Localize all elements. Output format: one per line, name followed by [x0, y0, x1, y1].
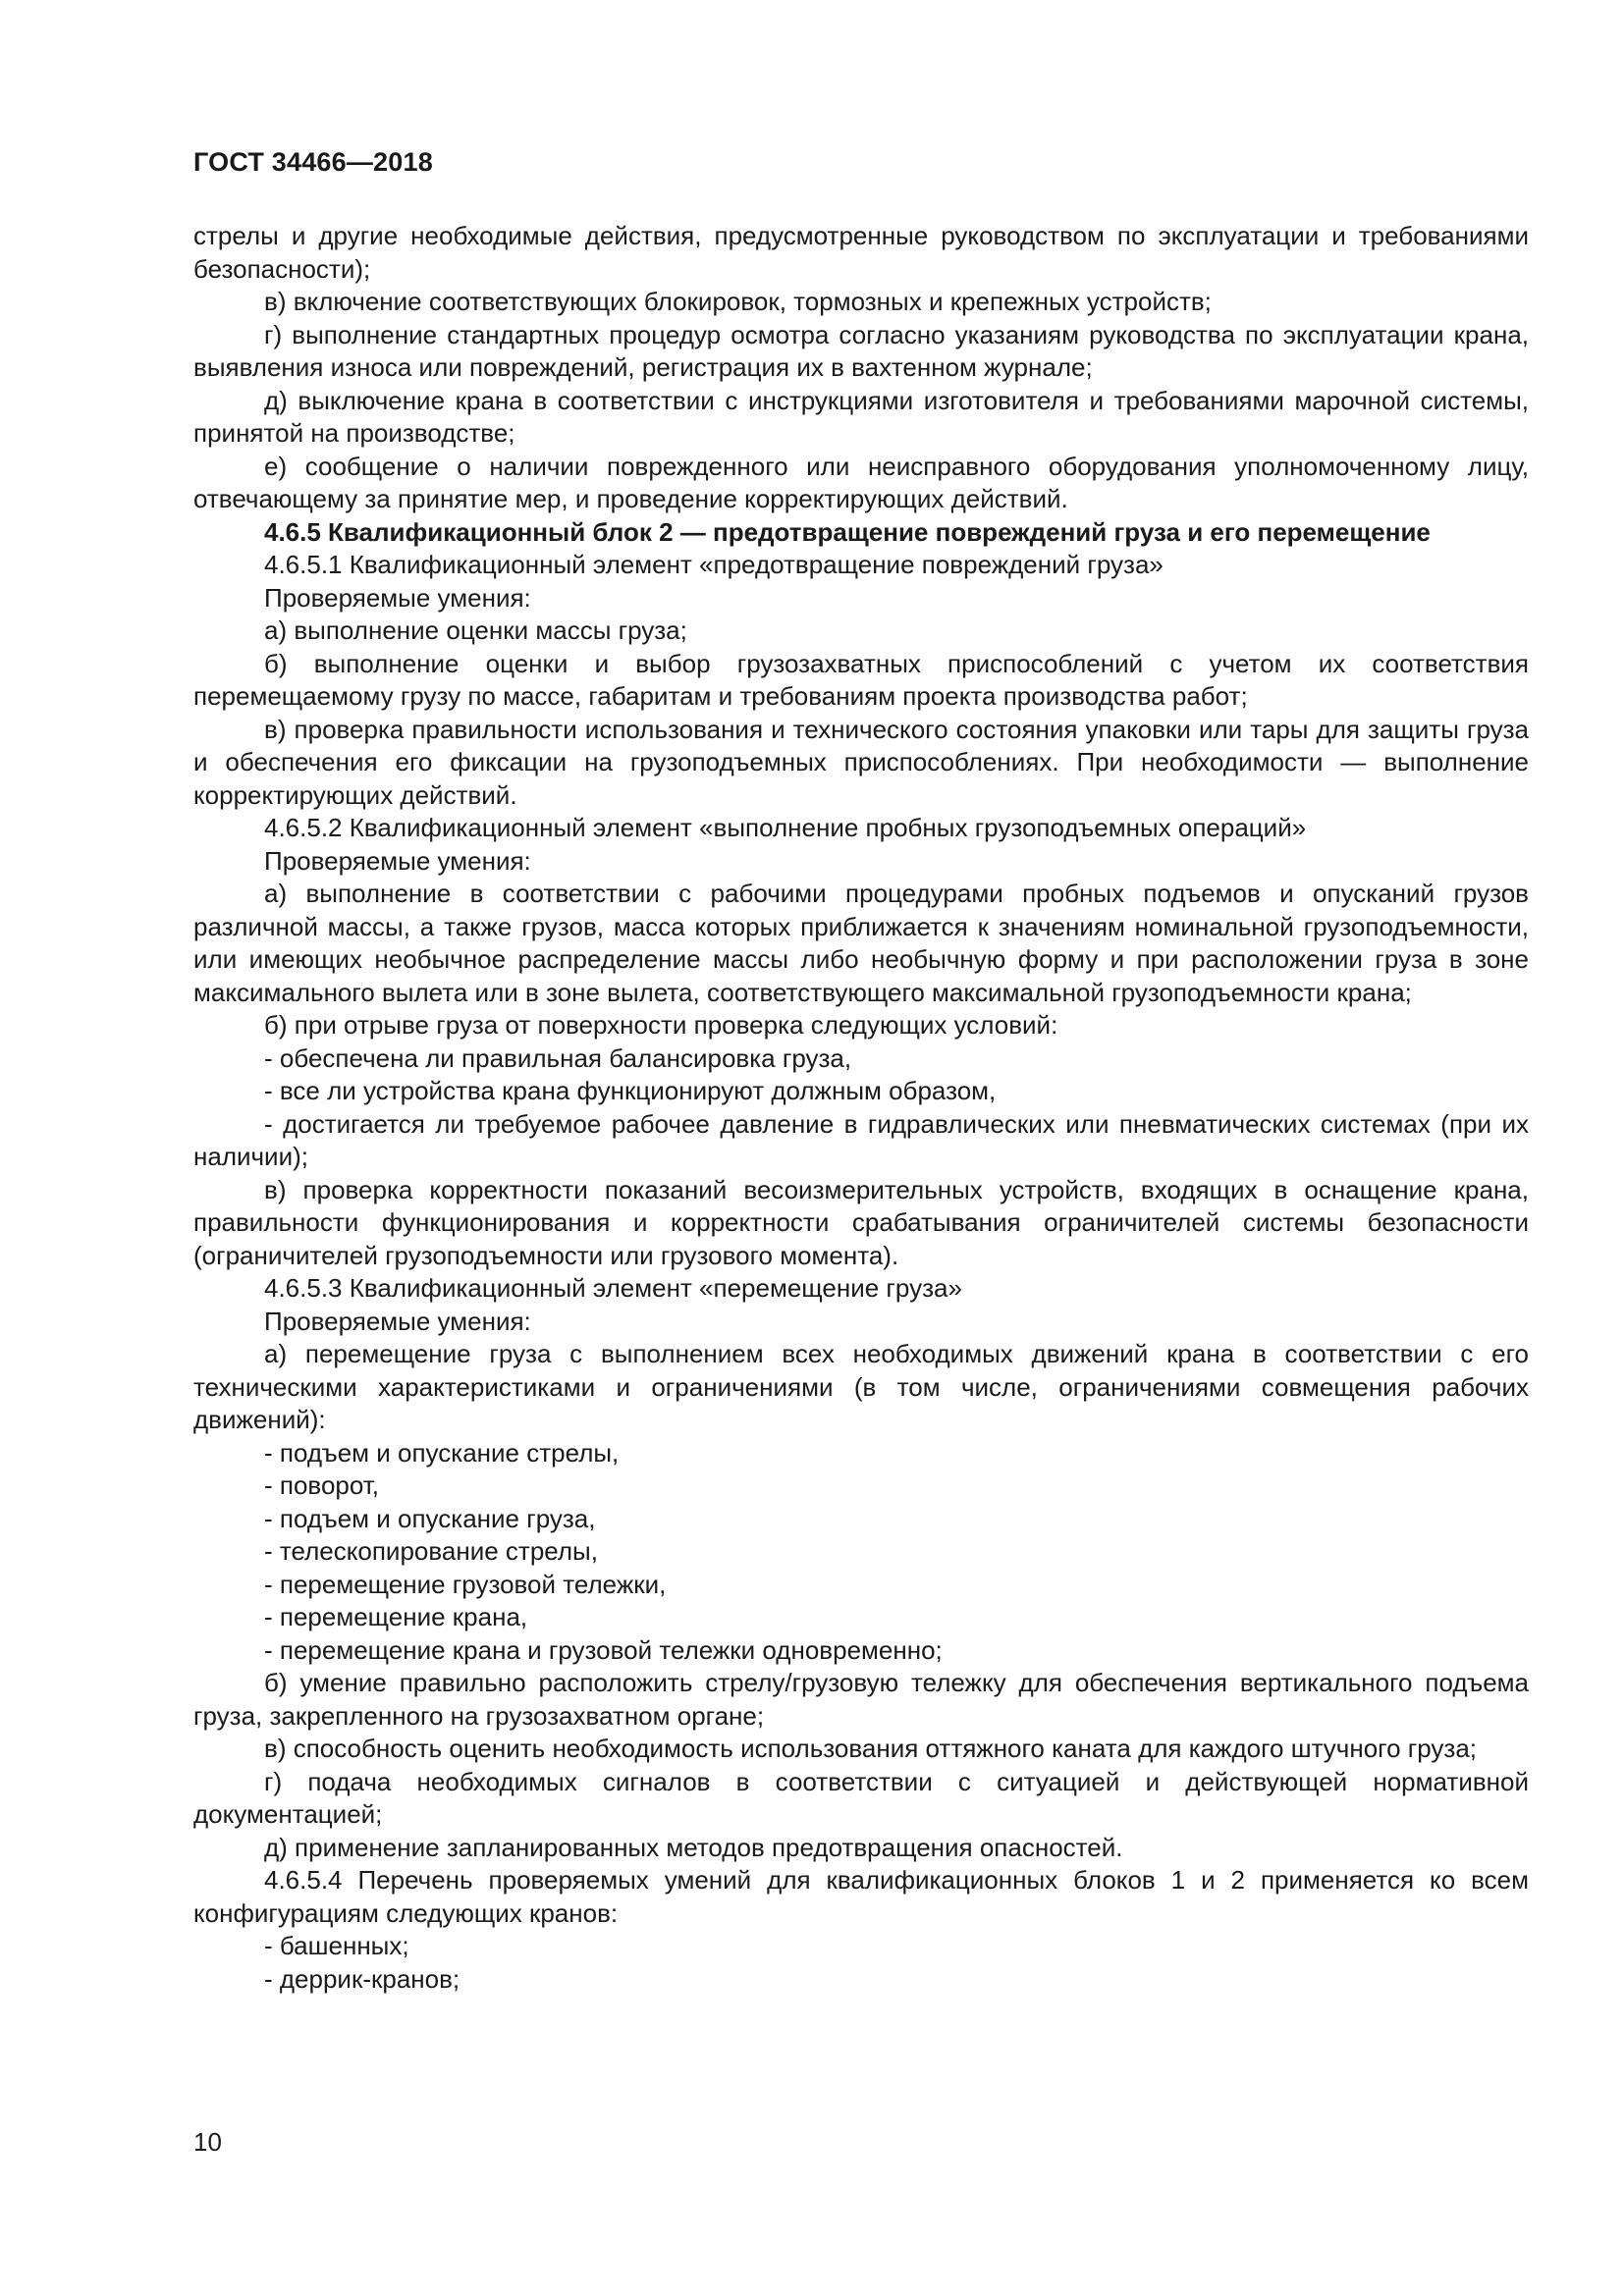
document-body	[193, 220, 1529, 1996]
dash-item: - поворот,	[264, 1470, 379, 1500]
list-item: в) включение соответствующих блокировок, тормозных и крепежных устройств;	[264, 287, 1212, 316]
dash-item: - башенных;	[264, 1931, 409, 1960]
list-item: а) перемещение груза с выполнением всех необходимых движений крана в соответствии с его техническими характеристиками и ограничениями (в том числе, ограничениями совмещения рабочих движений):	[193, 1339, 1529, 1434]
subsection-heading: 4.6.5.2 Квалификационный элемент «выполнение пробных грузоподъемных операций»	[264, 813, 1307, 842]
paragraph: Проверяемые умения:	[264, 845, 531, 876]
list-item: г) выполнение стандартных процедур осмотра согласно указаниям руководства по эксплуатации крана, выявления износа или повреждений, регистрация их в вахтенном журнале;	[193, 319, 1529, 382]
dash-item: - деррик-кранов;	[264, 1963, 460, 1994]
paragraph: стрелы и другие необходимые действия, предусмотренные руководством по эксплуатации и требованиями безопасности);	[193, 221, 1529, 284]
list-item: б) выполнение оценки и выбор грузозахватных приспособлений с учетом их соответствия перемещаемому грузу по массе, габаритам и требованиям проекта производства работ;	[193, 648, 1529, 711]
list-item: в) проверка правильности использования и технического состояния упаковки или тары для защиты груза и обеспечения его фиксации на грузоподъемных приспособлениях. При необходимости — выполнение корректирующих действий.	[193, 714, 1529, 810]
list-item: а) выполнение оценки массы груза;	[264, 615, 687, 645]
list-item: г) подача необходимых сигналов в соответствии с ситуацией и действующей нормативной документацией;	[193, 1766, 1529, 1829]
dash-item: - перемещение крана,	[264, 1602, 528, 1631]
section-heading: 4.6.5 Квалификационный блок 2 — предотвращение повреждений груза и его перемещение	[264, 516, 1431, 547]
dash-item: - перемещение крана и грузовой тележки одновременно;	[264, 1634, 943, 1665]
list-item: в) проверка корректности показаний весоизмерительных устройств, входящих в оснащение крана, правильности функционирования и корректности срабатывания ограничителей системы безопасности (ограничителей грузоподъемности или грузового момента).	[193, 1174, 1529, 1270]
list-item: б) при отрыве груза от поверхности проверка следующих условий:	[264, 1010, 1058, 1040]
dash-item: - подъем и опускание стрелы,	[264, 1437, 620, 1468]
paragraph: Проверяемые умения:	[264, 1306, 531, 1336]
dash-item: - перемещение грузовой тележки,	[264, 1569, 667, 1599]
dash-item: - все ли устройства крана функционируют должным образом,	[264, 1076, 997, 1105]
subsection-heading: 4.6.5.1 Квалификационный элемент «предотвращение повреждений груза»	[264, 550, 1164, 579]
dash-item: - обеспечена ли правильная балансировка груза,	[264, 1042, 852, 1073]
subsection-heading: 4.6.5.3 Квалификационный элемент «перемещение груза»	[264, 1273, 962, 1303]
list-item: д) применение запланированных методов предотвращения опасностей.	[264, 1832, 1123, 1862]
list-item: е) сообщение о наличии поврежденного или неисправного оборудования уполномоченному лицу, отвечающему за принятие мер, и проведение корректирующих действий.	[193, 451, 1529, 513]
subsection-heading: 4.6.5.4 Перечень проверяемых умений для квалификационных блоков 1 и 2 применяется ко всем конфигурациям следующих кранов:	[193, 1865, 1529, 1928]
list-item: б) умение правильно расположить стрелу/грузовую тележку для обеспечения вертикального подъема груза, закрепленного на грузозахватном органе;	[193, 1668, 1529, 1731]
document-code-header: ГОСТ 34466—2018	[193, 147, 433, 177]
dash-item: - телескопирование стрелы,	[264, 1536, 598, 1566]
list-item: в) способность оценить необходимость использования оттяжного каната для каждого штучного груза;	[264, 1734, 1478, 1763]
dash-item: - подъем и опускание груза,	[264, 1503, 596, 1533]
list-item: а) выполнение в соответствии с рабочими процедурами пробных подъемов и опусканий грузов различной массы, а также грузов, масса которых приближается к значениям номинальной грузоподъемности, или имеющих необычное распределение массы либо необычную форму и при расположении груза в зоне максимального вылета или в зоне вылета, соответствующего максимальной грузоподъемности крана;	[193, 879, 1529, 1007]
list-item: д) выключение крана в соответствии с инструкциями изготовителя и требованиями марочной системы, принятой на производстве;	[193, 385, 1529, 448]
paragraph: Проверяемые умения:	[264, 582, 531, 613]
dash-item: - достигается ли требуемое рабочее давление в гидравлических или пневматических системах (при их наличии);	[193, 1108, 1529, 1171]
page-number: 10	[193, 2127, 222, 2157]
